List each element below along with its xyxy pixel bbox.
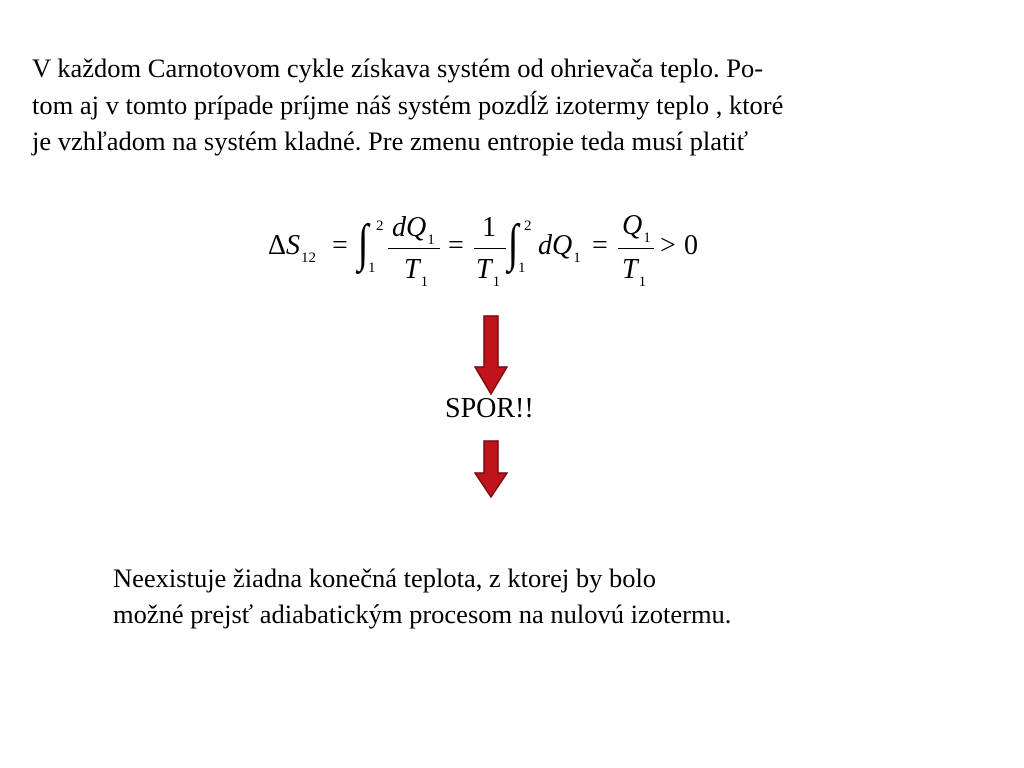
spor-label: SPOR!! <box>445 393 534 424</box>
q-subscript-3: 1 <box>643 230 651 246</box>
s-symbol: S <box>286 230 301 261</box>
integral-2-upper: 2 <box>524 218 532 234</box>
conclusion-line-1: Neexistuje žiadna konečná teplota, z ktorej by bolo <box>113 563 657 593</box>
delta-symbol: Δ <box>268 230 287 261</box>
fraction-1-numerator <box>392 212 435 248</box>
intro-paragraph <box>32 50 1012 160</box>
equals-sign-2: = <box>448 230 464 261</box>
fraction-2-denominator <box>476 254 501 290</box>
t-symbol-1: T <box>404 254 420 285</box>
q-symbol-3: Q <box>622 210 643 241</box>
intro-line-3: je vzhľadom na systém kladné. Pre zmenu entropie teda musí platiť <box>32 126 749 156</box>
t-subscript-2: 1 <box>492 274 501 290</box>
integral-sign-1: ∫ <box>357 215 369 272</box>
t-symbol-3: T <box>622 254 638 285</box>
equals-sign-1: = <box>332 230 348 261</box>
d-symbol-2: d <box>538 230 552 261</box>
q-subscript-2: 1 <box>573 250 581 266</box>
t-subscript-1: 1 <box>420 274 429 290</box>
q-symbol-1: Q <box>406 212 427 243</box>
fraction-3-numerator <box>622 210 651 246</box>
t-subscript-3: 1 <box>638 274 647 290</box>
t-symbol-2: T <box>476 254 492 285</box>
intro-line-2: tom aj v tomto prípade príjme náš systém pozdĺž izotermy teplo , ktoré <box>32 89 784 120</box>
conclusion-paragraph <box>113 560 731 632</box>
q-subscript-1: 1 <box>427 232 435 248</box>
equals-sign-3: = <box>592 230 608 261</box>
fraction-2-numerator: 1 <box>482 212 496 243</box>
s-subscript: 12 <box>301 250 317 266</box>
greater-than-sign: > <box>660 230 676 261</box>
down-arrow-icon-2 <box>474 440 508 498</box>
dq-term <box>538 230 581 266</box>
integral-sign-2: ∫ <box>507 215 519 272</box>
q-symbol-2: Q <box>552 230 573 261</box>
integral-2-lower: 1 <box>518 260 526 276</box>
integral-1-upper: 2 <box>376 218 384 234</box>
integral-1-lower: 1 <box>368 260 376 276</box>
fraction-3-denominator <box>622 254 647 290</box>
zero-value: 0 <box>684 230 698 261</box>
fraction-1-denominator <box>404 254 429 290</box>
intro-line-1: V každom Carnotovom cykle získava systém od ohrievača teplo. Po- <box>32 53 764 83</box>
fraction-bar-1 <box>388 248 440 249</box>
down-arrow-icon-1 <box>474 315 508 395</box>
conclusion-line-2: možné prejsť adiabatickým procesom na nulovú izotermu. <box>113 599 732 629</box>
fraction-bar-2 <box>474 248 506 249</box>
fraction-bar-3 <box>618 248 654 249</box>
delta-s-term <box>268 230 317 266</box>
d-symbol-1: d <box>392 212 406 243</box>
